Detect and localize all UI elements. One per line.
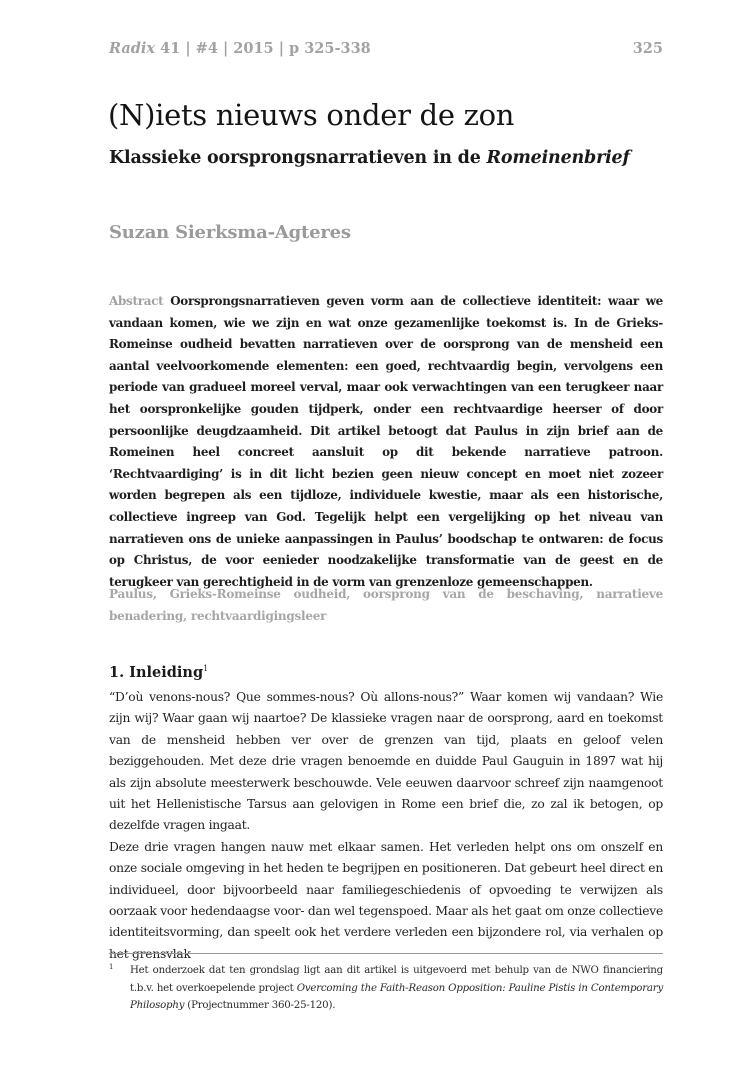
abstract-label: Abstract	[109, 294, 164, 308]
journal-name: Radix	[109, 40, 156, 57]
journal-volume-pages: 41 | #4 | 2015 | p 325-338	[155, 40, 371, 57]
section-heading	[109, 664, 208, 681]
abstract	[109, 291, 663, 593]
footnote-reference[interactable]: 1	[203, 664, 209, 674]
footnote-project-title: Overcoming the Faith-Reason Opposition: Pauline Pistis in Contemporary Philosophy	[130, 982, 664, 1011]
subtitle-italic: Romeinenbrief	[486, 148, 630, 168]
keywords: Paulus, Grieks-Romeinse oudheid, oorsprong van de beschaving, narratieve benadering, rechtvaardigingsleer	[109, 587, 663, 623]
footnote-divider	[109, 953, 663, 954]
footnote-text	[130, 962, 663, 1015]
article-subtitle	[109, 148, 630, 168]
article-title: (N)iets nieuws onder de zon	[108, 98, 515, 132]
footnote	[109, 962, 663, 1015]
footnote-mark: 1	[109, 963, 114, 971]
author-name: Suzan Sierksma-Agteres	[109, 222, 351, 243]
footnote-text-after: (Projectnummer 360-25-120).	[184, 1000, 336, 1011]
section-heading-text: 1. Inleiding	[109, 664, 204, 681]
paragraph: Deze drie vragen hangen nauw met elkaar samen. Het verleden helpt ons om onszelf en onze sociale omgeving in het heden te begrijpen en positioneren. Dat gebeurt heel direct en individueel, door bijvoorbeeld naar familiegeschiedenis of opvoeding te verwijzen als oorzaak voor hedendaagse voor- dan wel tegenspoed. Maar als het gaat om onze collectieve identiteitsvorming, dan speelt ook het verdere verleden een bijzondere rol, via verhalen op	[109, 839, 663, 940]
page-number: 325	[632, 40, 663, 57]
subtitle-text: Klassieke oorsprongsnarratieven in de	[109, 148, 487, 168]
abstract-text: Oorsprongsnarratieven geven vorm aan de collectieve identiteit: waar we vandaan komen, wie we zijn en wat onze gezamenlijke toekomst is. In de Grieks-Romeinse oudheid bevatten narratieven over de oorsprong van de mensheid een aantal veelvoorkomende elementen: een goed, rechtvaardig begin, vervolgens een periode van gradueel moreel verval, maar ook verwachtingen van een terugkeer naar het oorspronkelijke gouden tijdperk, onder een rechtvaardige heerser of door persoonlijke deugdzaamheid. Dit artikel betoogt dat Paulus in zijn brief aan de Romeinen heel concreet aansluit op dit bekende narratieve patroon. ‘Rechtvaardiging’ is in dit licht bezien geen nieuw concept en moet niet zozeer worden begrepen als een tijdloze, individuele kwestie, maar als een historische, collectieve ingreep van God. Tegelijk helpt een vergelijking op het niveau van narratieven ons de unieke aanpassingen in Paulus’ boodschap te ontwaren: de focus op Christus, de voor eenieder noodzakelijke transformatie van de geest en de terugkeer van gerechtigheid in de vorm van grenzenloze gemeenschappen.	[109, 294, 664, 589]
journal-citation	[109, 40, 371, 57]
body-text	[109, 687, 663, 965]
footnote-text-before: Het onderzoek dat ten grondslag ligt aan dit artikel is uitgevoerd met behulp van de NWO financiering t.b.v. het overkoepelende project	[130, 965, 663, 994]
paragraph: “D’où venons-nous? Que sommes-nous? Où allons-nous?” Waar komen wij vandaan? Wie zijn wij? Waar gaan wij naartoe? De klassieke vragen naar de oorsprong, aard en toekomst van de mensheid hebben ver over de grenzen van tijd, plaats en geloof velen beziggehouden. Met deze drie vragen benoemde en duidde Paul Gauguin in 1897 wat hij als zijn absolute meesterwerk beschouwde. Vele eeuwen daarvoor schreef zijn naamgenoot uit het Hellenistische Tarsus aan gelovigen in Rome een brief die, zo zal ik betogen, op dezelfde vragen ingaat.	[109, 690, 663, 833]
running-header	[109, 40, 663, 62]
